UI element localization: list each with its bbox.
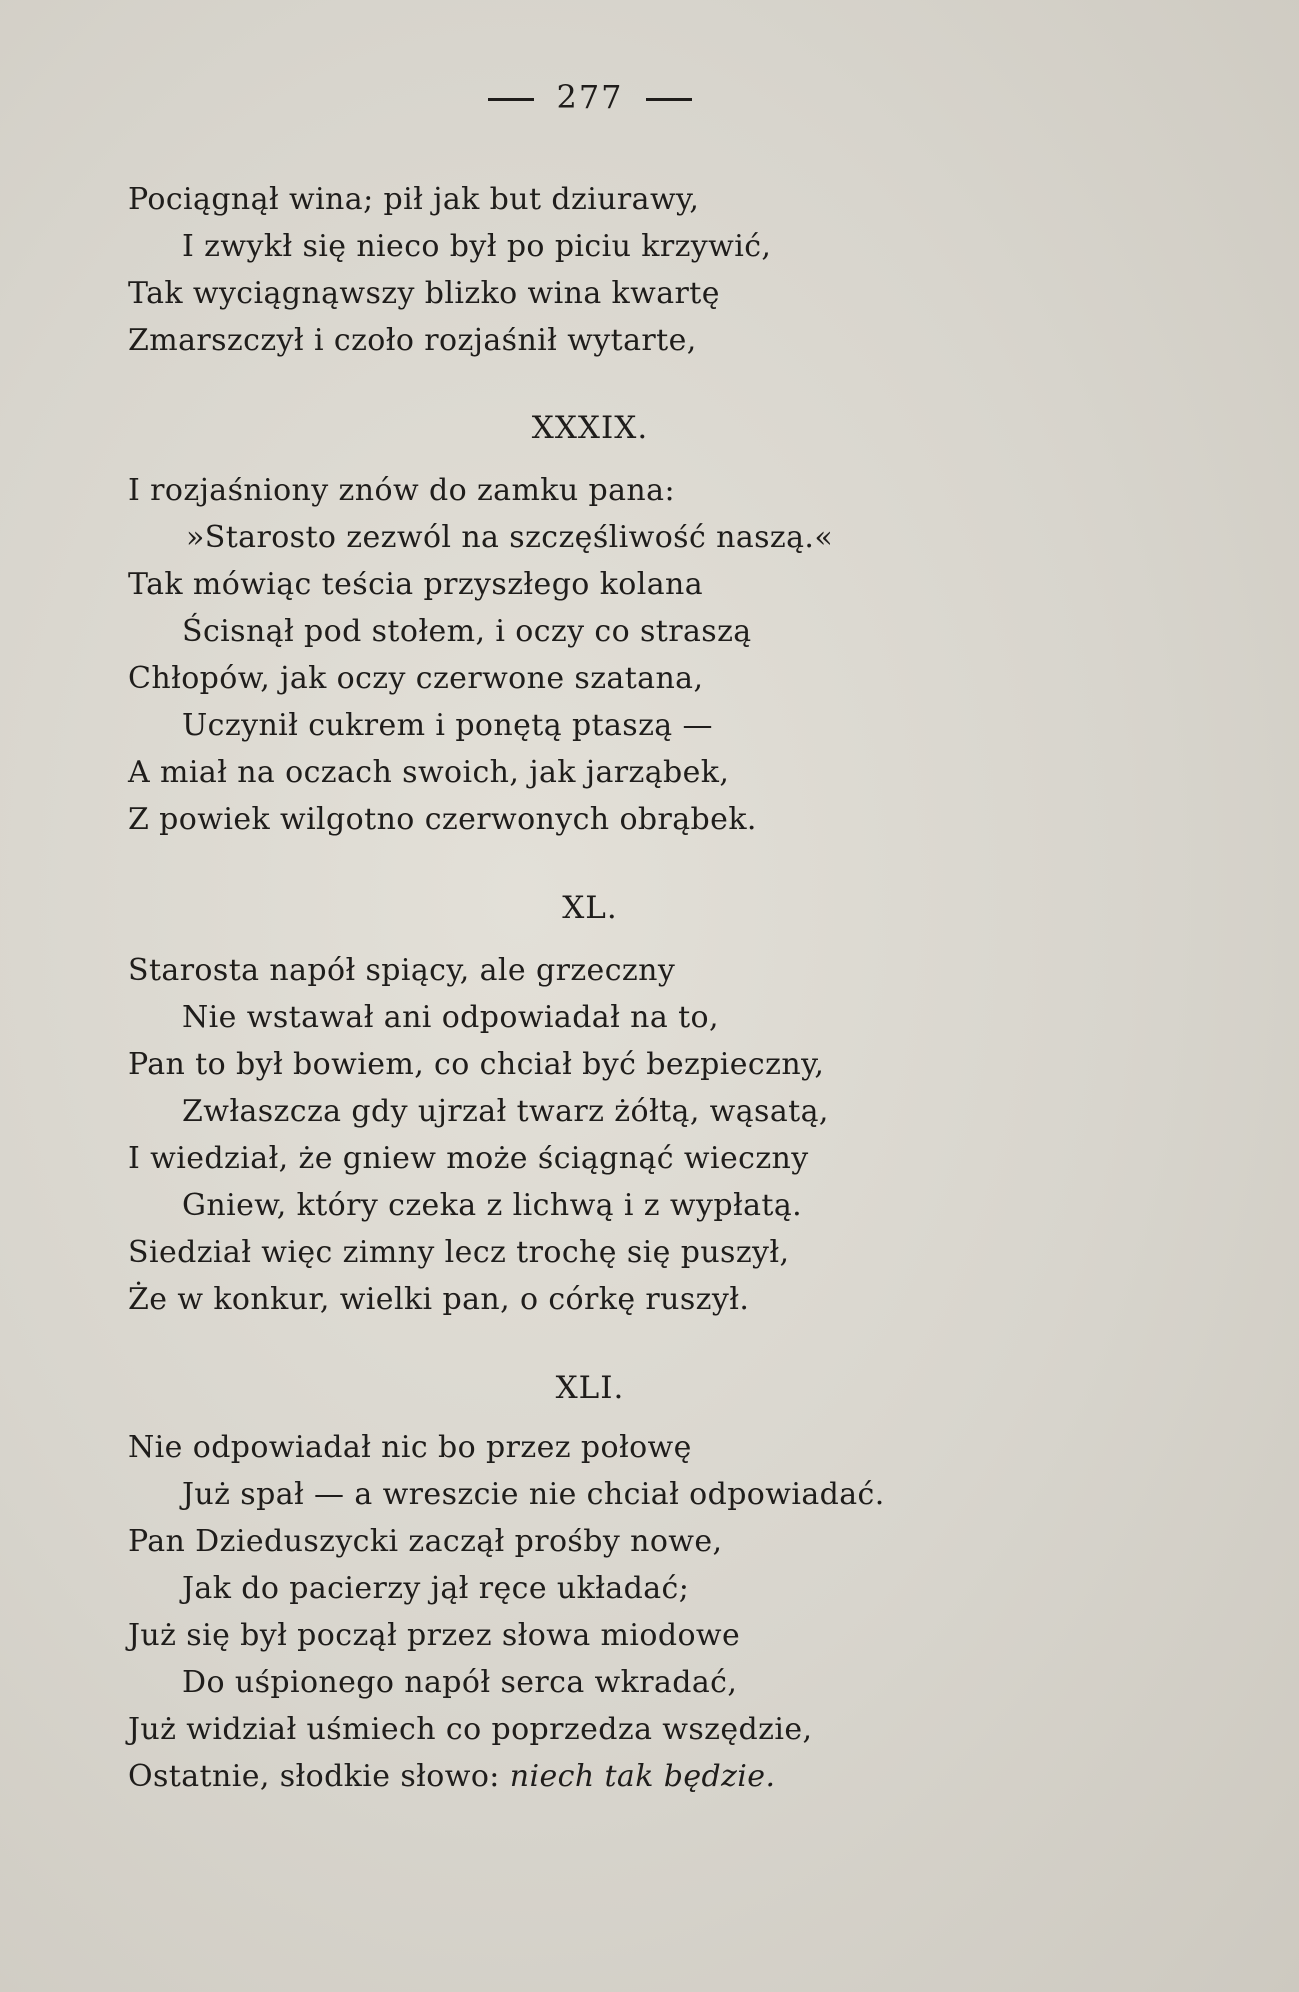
header-dash-right <box>646 98 692 101</box>
verse-line: Tak mówiąc teścia przyszłego kolana <box>128 567 704 602</box>
stanza-41 <box>128 1424 1168 1800</box>
verse-line: Już spał — a wreszcie nie chciał odpowiadać. <box>182 1477 885 1512</box>
verse-line: Nie wstawał ani odpowiadał na to, <box>182 1000 719 1035</box>
stanza-40 <box>128 947 1168 1323</box>
verse-line: A miał na oczach swoich, jak jarząbek, <box>128 755 730 790</box>
stanza-39 <box>128 467 1168 843</box>
page-number: 277 <box>556 78 624 116</box>
verse-line: Chłopów, jak oczy czerwone szatana, <box>128 661 704 696</box>
verse-line: Pan Dzieduszycki zaczął prośby nowe, <box>128 1524 723 1559</box>
verse-line-italic: niech tak będzie. <box>509 1759 776 1794</box>
verse-line: I wiedział, że gniew może ściągnąć wieczny <box>128 1141 809 1176</box>
verse-line: I rozjaśniony znów do zamku pana: <box>128 473 675 508</box>
verse-line: Starosta napół spiący, ale grzeczny <box>128 953 676 988</box>
verse-line: Gniew, który czeka z lichwą i z wypłatą. <box>182 1188 803 1223</box>
verse-line: Pan to był bowiem, co chciał być bezpieczny, <box>128 1047 825 1082</box>
verse-line-last <box>128 1753 1168 1800</box>
verse-line: Jak do pacierzy jął ręce układać; <box>182 1571 690 1606</box>
stanza-heading: XXXIX. <box>531 410 649 446</box>
verse-line: Już się był począł przez słowa miodowe <box>128 1618 741 1653</box>
verse-line: Już widział uśmiech co poprzedza wszędzie, <box>128 1712 813 1747</box>
verse-line: Pociągnął wina; pił jak but dziurawy, <box>128 182 700 217</box>
verse-line: Ścisnął pod stołem, i oczy co straszą <box>182 614 752 649</box>
verse-line-prefix: Ostatnie, słodkie słowo: <box>128 1759 500 1794</box>
verse-line: Że w konkur, wielki pan, o córkę ruszył. <box>128 1282 750 1317</box>
stanza-38 <box>128 176 1168 364</box>
verse-line: Do uśpionego napół serca wkradać, <box>182 1665 738 1700</box>
verse-line: Siedział więc zimny lecz trochę się puszył, <box>128 1235 790 1270</box>
stanza-heading: XLI. <box>555 1370 625 1406</box>
verse-line: Zmarszczył i czoło rozjaśnił wytarte, <box>128 323 697 358</box>
page-header <box>0 78 1180 116</box>
verse-line: Zwłaszcza gdy ujrzał twarz żółtą, wąsatą, <box>182 1094 829 1129</box>
header-dash-left <box>488 98 534 101</box>
verse-line: »Starosto zezwól na szczęśliwość naszą.« <box>186 520 834 555</box>
verse-line: I zwykł się nieco był po piciu krzywić, <box>182 229 772 264</box>
stanza-heading: XL. <box>562 890 618 926</box>
verse-line: Z powiek wilgotno czerwonych obrąbek. <box>128 802 757 837</box>
verse-line: Uczynił cukrem i ponętą ptaszą — <box>182 708 713 743</box>
verse-line: Nie odpowiadał nic bo przez połowę <box>128 1430 692 1465</box>
verse-line: Tak wyciągnąwszy blizko wina kwartę <box>128 276 720 311</box>
